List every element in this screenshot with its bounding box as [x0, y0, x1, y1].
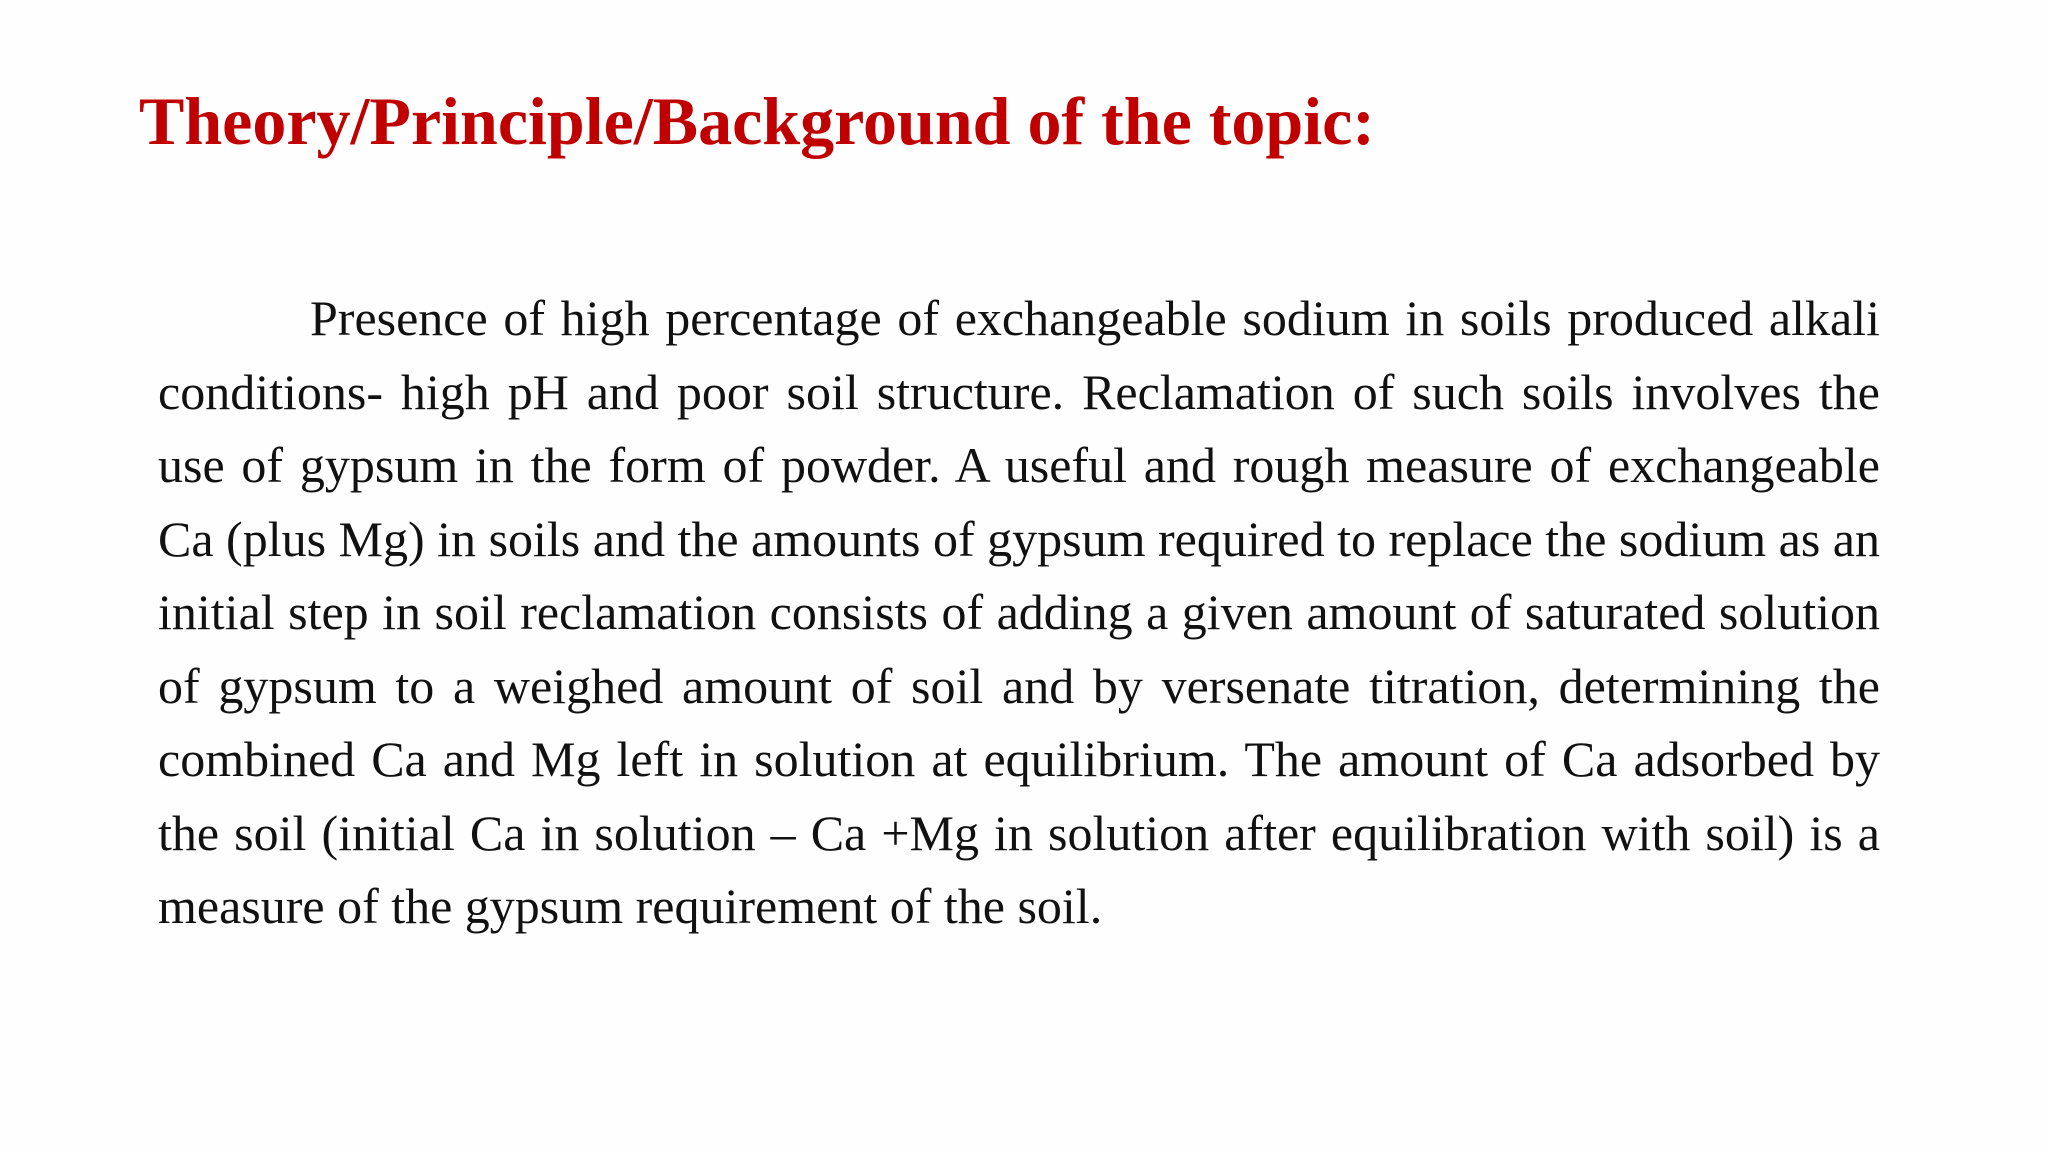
- slide-body-paragraph: Presence of high percentage of exchangeable sodium in soils produced alkali conditions- high pH and poor soil structure. Reclamation of such soils involves the use of gypsum in the form of powder. A useful and rough measure of exchangeable Ca (plus Mg) in soils and the amounts of gypsum required to replace the sodium as an initial step in soil reclamation consists of adding a given amount of saturated solution of gypsum to a weighed amount of soil and by versenate titration, determining the combined Ca and Mg left in solution at equilibrium. The amount of Ca adsorbed by the soil (initial Ca in solution – Ca +Mg in solution after equilibration with soil) is a measure of the gypsum requirement of the soil.: [158, 290, 1880, 934]
- slide-title: Theory/Principle/Background of the topic:: [139, 83, 1375, 159]
